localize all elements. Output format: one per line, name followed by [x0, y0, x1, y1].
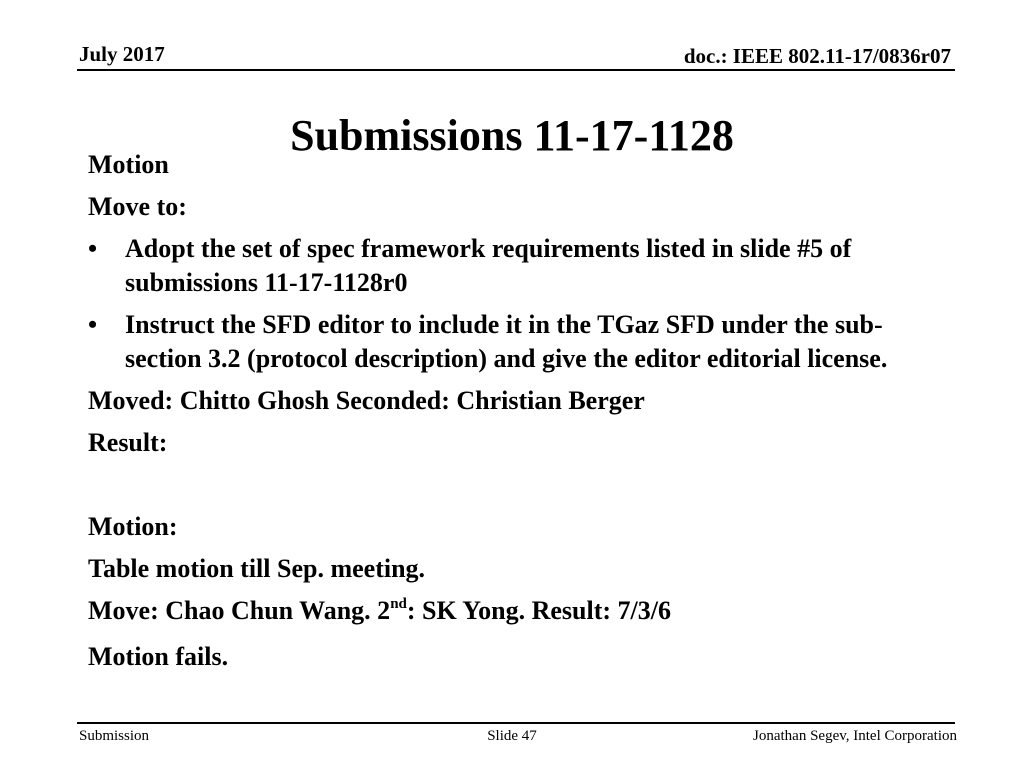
header-date: July 2017 [79, 42, 165, 66]
bullet-marker: • [88, 310, 98, 339]
slide-title: Submissions 11-17-1128 [290, 111, 734, 160]
move-to-label: Move to: [88, 192, 187, 221]
footer-author: Jonathan Segev, Intel Corporation [753, 728, 957, 744]
header-divider [77, 69, 955, 71]
motion-fails-line: Motion fails. [88, 642, 229, 671]
motion-heading: Motion [88, 150, 169, 179]
spacer [88, 468, 948, 510]
table-motion-line: Table motion till Sep. meeting. [88, 554, 426, 583]
slide-body [88, 148, 948, 682]
move-line-prefix: Move: Chao Chun Wang. 2 [88, 596, 391, 625]
moved-seconded-line: Moved: Chitto Ghosh Seconded: Christian Berger [88, 386, 645, 415]
result-label: Result: [88, 428, 168, 457]
motion2-heading: Motion: [88, 512, 178, 541]
move-line [88, 594, 948, 632]
bullet-item [88, 232, 948, 300]
bullet-marker: • [88, 234, 98, 263]
bullet-text: Adopt the set of spec framework requirements listed in slide #5 of submissions 11-17-1128r0 [125, 234, 852, 297]
header-doc-id: doc.: IEEE 802.11-17/0836r07 [683, 44, 951, 68]
bullet-item [88, 308, 948, 376]
footer-submission: Submission [79, 728, 150, 744]
move-line-superscript: nd [390, 596, 407, 612]
move-line-suffix: : SK Yong. Result: 7/3/6 [406, 596, 671, 625]
bullet-text: Instruct the SFD editor to include it in the TGaz SFD under the sub-section 3.2 (protocol description) and give the editor editorial license. [125, 310, 888, 373]
footer-slide-number: Slide 47 [487, 728, 537, 744]
footer-divider [77, 722, 955, 724]
